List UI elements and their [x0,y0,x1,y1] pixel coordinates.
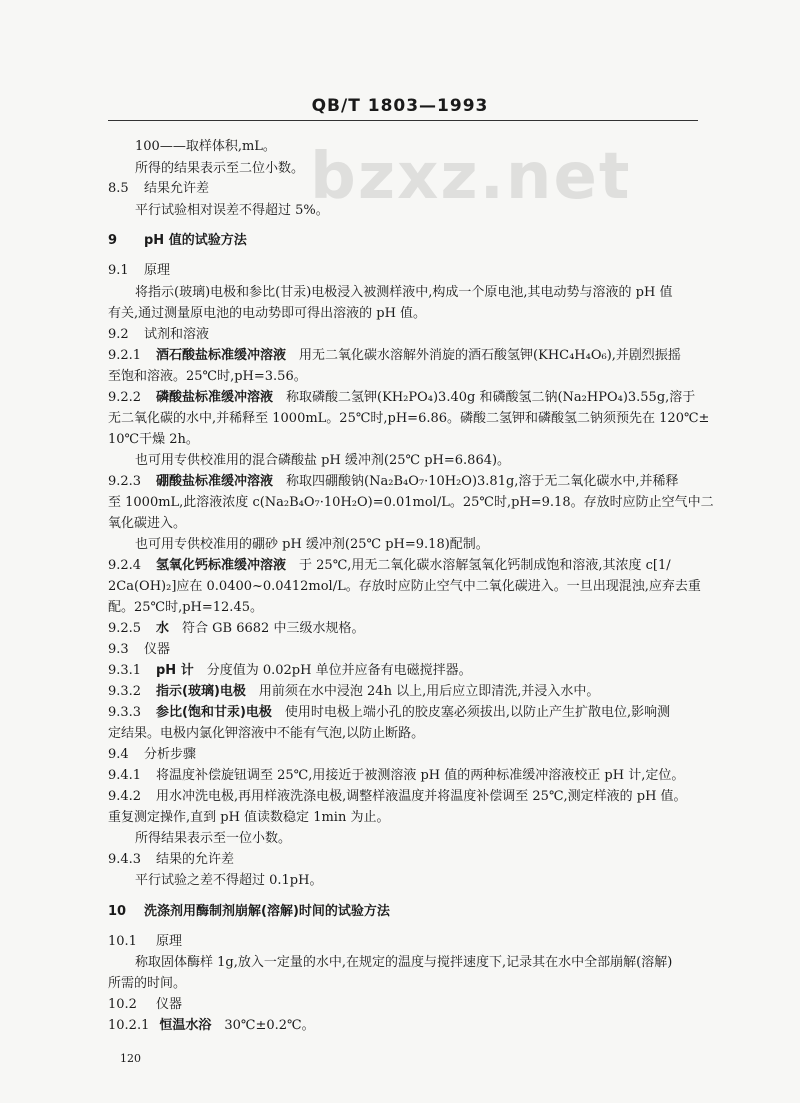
clause [108,1017,708,1035]
clause-number: 9.2.5 [108,621,142,636]
text-line: 100——取样体积,mL。 [135,139,276,154]
clause [108,662,708,680]
clause-title: 硼酸盐标准缓冲溶液 [156,474,274,489]
section-number: 10.1 [108,934,137,949]
section-number: 10 [108,904,127,919]
clause [108,851,708,869]
section-heading [108,262,708,280]
section-heading [108,232,708,250]
text-line: 平行试验相对误差不得超过 5%。 [135,203,329,218]
clause [108,557,708,575]
section-heading [108,996,708,1014]
text-line: 所得结果表示至一位小数。 [135,831,292,846]
clause-title: 恒温水浴 [159,1018,212,1033]
clause-number: 9.2.4 [108,558,142,573]
text-line: 氧化碳进入。 [108,516,187,531]
clause-title: 氢氧化钙标准缓冲溶液 [156,558,287,573]
text-line: 将指示(玻璃)电极和参比(甘汞)电极浸入被测样液中,构成一个原电池,其电动势与溶液的 pH 值 [135,285,673,300]
clause-text: 称取四硼酸钠(Na₂B₄O₇·10H₂O)3.81g,溶于无二氧化碳水中,并稀释 [286,474,679,489]
text-line: 配。25℃时,pH=12.45。 [108,600,263,615]
text-line: 称取固体酶样 1g,放入一定量的水中,在规定的温度与搅拌速度下,记录其在水中全部崩解(溶解) [135,955,673,970]
section-number: 9.2 [108,327,129,342]
clause-title: 酒石酸盐标准缓冲溶液 [156,348,287,363]
clause-number: 9.2.2 [108,390,142,405]
standard-header: QB/T 1803—1993 [311,96,489,116]
clause-number: 9.2.1 [108,348,142,363]
text-line: 无二氧化碳的水中,并稀释至 1000mL。25℃时,pH=6.86。磷酸二氢钾和磷酸氢二钠须预先在 120℃± [108,411,710,426]
watermark: bzxz.net [310,140,632,214]
text-line: 所需的时间。 [108,976,187,991]
section-title: 洗涤剂用酶制剂崩解(溶解)时间的试验方法 [144,904,390,919]
section-number: 9.4 [108,747,129,762]
section-title: 仪器 [144,642,171,657]
section-number: 9 [108,233,118,248]
clause [108,767,708,785]
clause-title: pH 计 [156,663,194,678]
clause [108,788,708,806]
section-title: 试剂和溶液 [144,327,210,342]
clause-text: 结果的允许差 [156,852,235,867]
clause-number: 9.3.2 [108,684,142,699]
section-number: 8.5 [108,181,129,196]
clause-text: 使用时电极上端小孔的胶皮塞必须拔出,以防止产生扩散电位,影响测 [284,705,671,720]
text-line: 10℃干燥 2h。 [108,432,199,447]
clause-text: 30℃±0.2℃。 [224,1018,315,1033]
text-line: 至 1000mL,此溶液浓度 c(Na₂B₄O₇·10H₂O)=0.01mol/L。25℃时,pH=9.18。存放时应防止空气中二 [108,495,714,510]
clause-title: 参比(饱和甘汞)电极 [156,705,272,720]
clause [108,620,708,638]
clause [108,347,708,365]
section-title: pH 值的试验方法 [144,233,247,248]
clause-text: 用无二氧化碳水溶解外消旋的酒石酸氢钾(KHC₄H₄O₆),并剧烈振摇 [299,348,681,363]
section-number: 10.2 [108,997,137,1012]
clause-text: 分度值为 0.02pH 单位并应备有电磁搅拌器。 [206,663,472,678]
clause-text: 将温度补偿旋钮调至 25℃,用接近于被测溶液 pH 值的两种标准缓冲溶液校正 pH 计,定位。 [156,768,685,783]
clause-text: 符合 GB 6682 中三级水规格。 [182,621,365,636]
text-line: 也可用专供校准用的硼砂 pH 缓冲剂(25℃ pH=9.18)配制。 [135,537,489,552]
text-line: 至饱和溶液。25℃时,pH=3.56。 [108,369,307,384]
text-line: 定结果。电极内氯化钾溶液中不能有气泡,以防止断路。 [108,726,425,741]
clause-number: 9.4.2 [108,789,142,804]
clause-title: 水 [156,621,170,636]
clause-text: 用前须在水中浸泡 24h 以上,用后应立即清洗,并浸入水中。 [258,684,600,699]
clause-text: 用水冲洗电极,再用样液洗涤电极,调整样液温度并将温度补偿调至 25℃,测定样液的 pH 值。 [156,789,687,804]
section-title: 仪器 [156,997,183,1012]
clause-title: 指示(玻璃)电极 [156,684,246,699]
section-title: 结果允许差 [144,181,210,196]
clause-text: 于 25℃,用无二氧化碳水溶解氢氧化钙制成饱和溶液,其浓度 c[1/ [299,558,671,573]
page-number: 120 [120,1052,141,1065]
clause [108,389,708,407]
section-heading [108,903,708,921]
section-title: 原理 [156,934,183,949]
clause-number: 9.3.1 [108,663,142,678]
text-line: 有关,通过测量原电池的电动势即可得出溶液的 pH 值。 [108,306,427,321]
clause-number: 10.2.1 [108,1018,150,1033]
text-line: 也可用专供校准用的混合磷酸盐 pH 缓冲剂(25℃ pH=6.864)。 [135,453,511,468]
section-title: 分析步骤 [144,747,197,762]
section-title: 原理 [144,263,171,278]
clause-number: 9.4.3 [108,852,142,867]
text-line: 平行试验之差不得超过 0.1pH。 [135,873,323,888]
clause [108,683,708,701]
clause-number: 9.3.3 [108,705,142,720]
section-heading [108,933,708,951]
section-number: 9.1 [108,263,129,278]
clause-title: 磷酸盐标准缓冲溶液 [156,390,274,405]
clause-text: 称取磷酸二氢钾(KH₂PO₄)3.40g 和磷酸氢二钠(Na₂HPO₄)3.55g,溶于 [286,390,696,405]
clause [108,473,708,491]
header-rule [108,120,698,121]
text-line: 重复测定操作,直到 pH 值读数稳定 1min 为止。 [108,810,390,825]
section-heading [108,641,708,659]
section-heading [108,746,708,764]
section-heading [108,326,708,344]
section-heading [108,180,708,198]
clause-number: 9.2.3 [108,474,142,489]
clause-number: 9.4.1 [108,768,142,783]
text-line: 2Ca(OH)₂]应在 0.0400~0.0412mol/L。存放时应防止空气中二氧化碳进入。一旦出现混浊,应弃去重 [108,579,701,594]
text-line: 所得的结果表示至二位小数。 [135,161,305,176]
section-number: 9.3 [108,642,129,657]
clause [108,704,708,722]
